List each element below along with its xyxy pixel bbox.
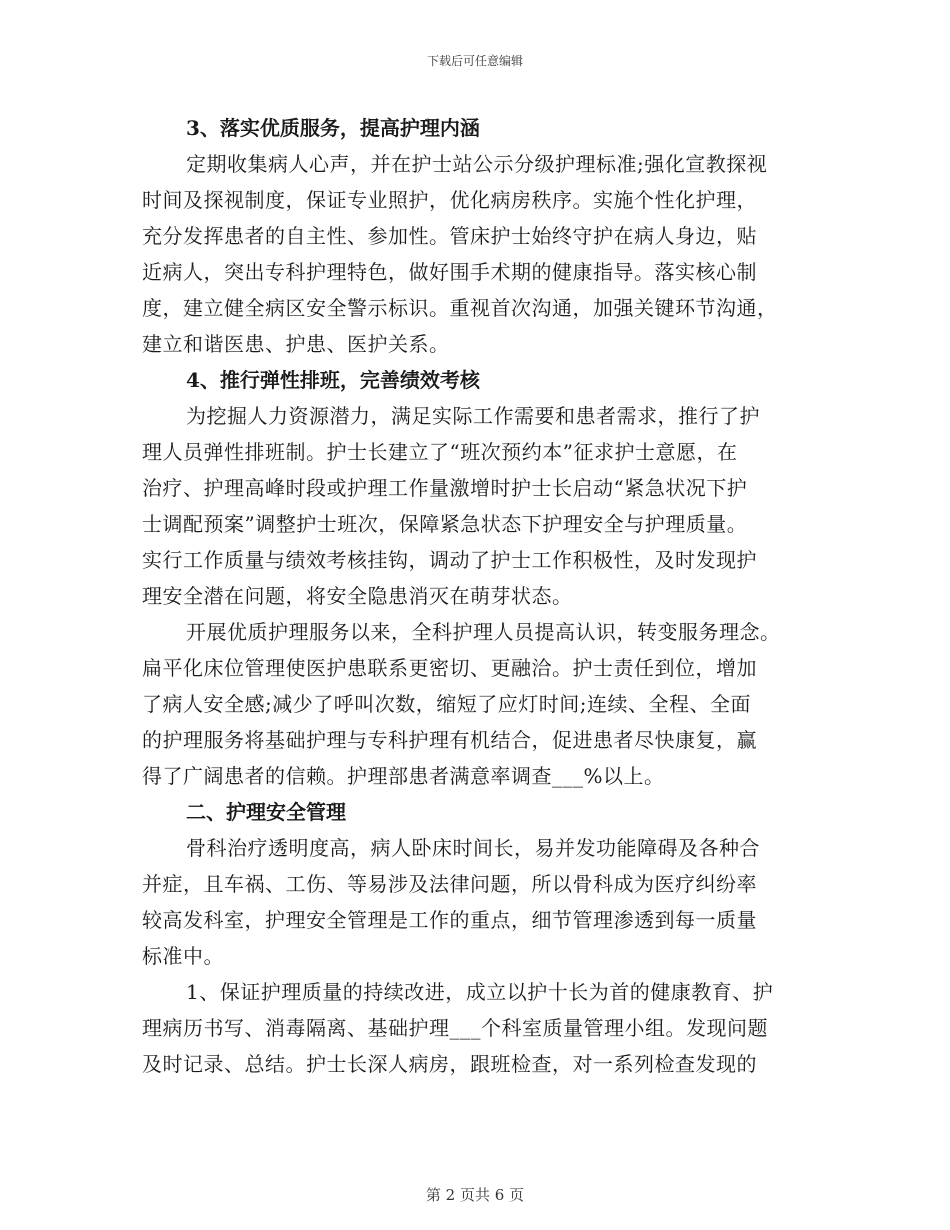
text-line: 士调配预案”调整护士班次，保障紧急状态下护理安全与护理质量。	[142, 512, 748, 536]
paragraph	[142, 974, 810, 1082]
text-line: 理安全潜在问题，将安全隐患消灭在萌芽状态。	[142, 584, 573, 608]
text-line: 治疗、护理高峰时段或护理工作量激增时护士长启动“紧急状况下护	[142, 476, 748, 500]
text-line: 的护理服务将基础护理与专科护理有机结合，促进患者尽快康复，赢	[142, 728, 757, 752]
section-heading: 3、落实优质服务，提高护理内涵	[186, 116, 480, 140]
text-line: 及时记录、总结。护士长深人病房，跟班检查，对一系列检查发现的	[142, 1052, 757, 1076]
paragraph	[142, 398, 810, 614]
text-line: 时间及探视制度，保证专业照护，优化病房秩序。实施个性化护理，	[142, 188, 757, 212]
text-line: 扁平化床位管理使医护患联系更密切、更融洽。护士责任到位，增加	[142, 656, 757, 680]
text-line: 开展优质护理服务以来，全科护理人员提高认识，转变服务理念。	[186, 620, 781, 644]
text-line: 较高发科室，护理安全管理是工作的重点，细节管理渗透到每一质量	[142, 908, 757, 932]
page-header: 下载后可任意编辑	[426, 54, 523, 68]
text-line: 充分发挥患者的自主性、参加性。管床护士始终守护在病人身边，贴	[142, 224, 757, 248]
text-line: 建立和谐医患、护患、医护关系。	[142, 332, 450, 356]
section-heading: 4、推行弹性排班，完善绩效考核	[186, 368, 480, 392]
paragraph	[142, 830, 810, 974]
paragraph	[142, 614, 810, 794]
text-line: 近病人，突出专科护理特色，做好围手术期的健康指导。落实核心制	[142, 260, 757, 284]
page-footer: 第 2 页共 6 页	[425, 1186, 525, 1204]
text-line: 理病历书写、消毒隔离、基础护理___个科室质量管理小组。发现问题	[142, 1016, 768, 1040]
text-line: 1、保证护理质量的持续改进，成立以护十长为首的健康教育、护	[186, 980, 774, 1004]
text-line: 并症，且车祸、工伤、等易涉及法律问题，所以骨科成为医疗纠纷率	[142, 872, 757, 896]
text-line: 实行工作质量与绩效考核挂钩，调动了护士工作积极性，及时发现护	[142, 548, 757, 572]
section-heading: 二、护理安全管理	[186, 800, 346, 824]
text-line: 度，建立健全病区安全警示标识。重视首次沟通，加强关键环节沟通，	[142, 296, 778, 320]
text-line: 理人员弹性排班制。护士长建立了“班次预约本”征求护士意愿，在	[142, 440, 738, 464]
text-line: 骨科治疗透明度高，病人卧床时间长，易并发功能障碍及各种合	[186, 836, 760, 860]
paragraph	[142, 146, 810, 362]
document-body	[142, 110, 810, 1082]
text-line: 为挖掘人力资源潜力，满足实际工作需要和患者需求，推行了护	[186, 404, 760, 428]
text-line: 标准中。	[142, 944, 224, 968]
text-line: 得了广阔患者的信赖。护理部患者满意率调查___%以上。	[142, 764, 665, 788]
text-line: 定期收集病人心声，并在护士站公示分级护理标准;强化宣教探视	[186, 152, 768, 176]
text-line: 了病人安全感;减少了呼叫次数，缩短了应灯时间;连续、全程、全面	[142, 692, 751, 716]
